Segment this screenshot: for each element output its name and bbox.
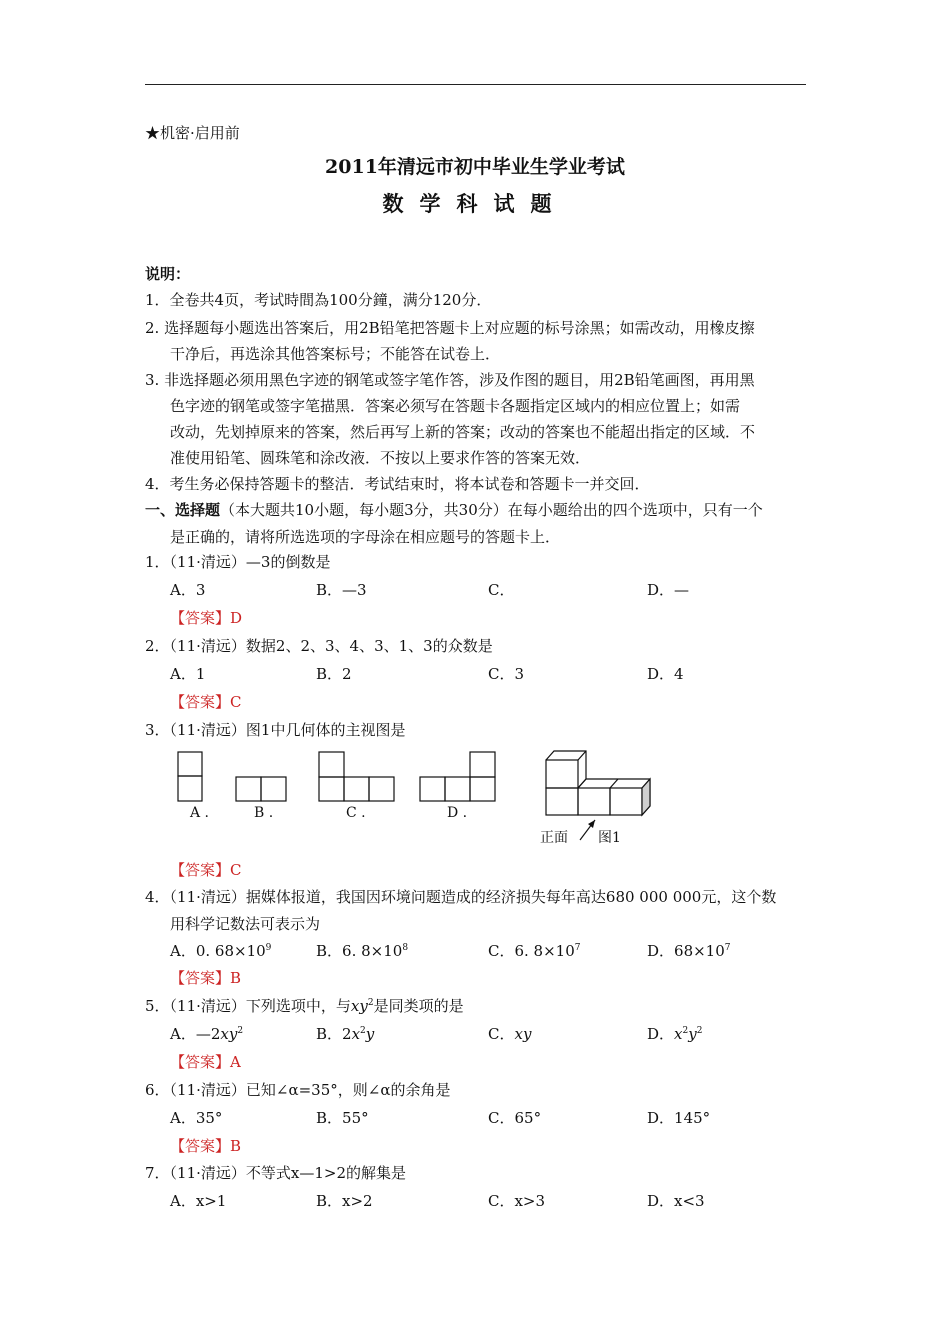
- q3-figure-label: 图1: [598, 830, 621, 846]
- q1-option-b: B．—3: [316, 581, 367, 599]
- q7-option-a: A．x>1: [170, 1192, 227, 1210]
- q3-figure-a: [178, 752, 202, 801]
- instruction-1: 1．全卷共4页，考试時間為100分鐘，满分120分．: [145, 291, 492, 309]
- q3-option-a: A .: [190, 805, 210, 821]
- section1-line1: [145, 500, 763, 520]
- q2-answer: 【答案】C: [170, 693, 242, 711]
- q7-option-d: D．x<3: [647, 1192, 705, 1210]
- instruction-3-line1: 3. 非选择题必须用黑色字迹的钢笔或签字笔作答，涉及作图的题目，用2B铅笔画图，再用黑: [145, 371, 755, 389]
- section1-desc: （本大题共10小题，每小题3分，共30分）在每小题给出的四个选项中，只有一个: [220, 501, 763, 519]
- q5-answer: 【答案】A: [170, 1053, 241, 1071]
- q6-stem: 6．（11·清远）已知∠α=35°，则∠α的余角是: [145, 1081, 451, 1099]
- exam-title: 2011年清远市初中毕业生学业考试: [325, 156, 625, 178]
- q2-option-a: A．1: [170, 665, 206, 683]
- q5-option-a: A．$—2xy^2$: [170, 1025, 244, 1043]
- q4-option-b: B．6. $8\times 10^8$: [316, 942, 409, 960]
- top-rule: [145, 84, 806, 85]
- q6-option-d: D．145°: [647, 1109, 711, 1127]
- q1-option-c: C．: [488, 581, 515, 599]
- q1-answer: 【答案】D: [170, 609, 243, 627]
- instruction-3-line2: 色字迹的钢笔或签字笔描黑．答案必须写在答题卡各题指定区域内的相应位置上；如需: [170, 397, 741, 415]
- q3-front-label: 正面: [540, 830, 568, 846]
- q7-stem: 7．（11·清远）不等式x—1>2的解集是: [145, 1164, 407, 1182]
- q2-option-c: C．3: [488, 665, 525, 683]
- q4-option-c: C．6. $8\times 10^7$: [488, 942, 581, 960]
- q3-figures: [170, 746, 670, 856]
- section1-line2: 是正确的，请将所选选项的字母涂在相应题号的答题卡上．: [170, 528, 561, 546]
- section1-label: 一、选择题: [145, 501, 221, 519]
- instruction-3-line4: 准使用铅笔、圆珠笔和涂改液．不按以上要求作答的答案无效．: [170, 449, 591, 467]
- q4-answer: 【答案】B: [170, 969, 242, 987]
- q6-option-a: A．35°: [170, 1109, 223, 1127]
- exam-subtitle: 数学科试题: [382, 191, 568, 216]
- q2-option-d: D．4: [647, 665, 684, 683]
- q7-option-c: C．x>3: [488, 1192, 546, 1210]
- instruction-4: 4．考生务必保持答题卡的整洁．考试结束时，将本试卷和答题卡一并交回．: [145, 475, 650, 493]
- q3-figure-c: [319, 752, 394, 801]
- q1-option-d: D．—: [647, 581, 690, 599]
- q2-option-b: B．2: [316, 665, 352, 683]
- q3-figure-b: [236, 777, 286, 801]
- q3-answer: 【答案】C: [170, 861, 242, 879]
- q3-arrow-head: [588, 820, 595, 828]
- q2-stem: 2．（11·清远）数据2、2、3、4、3、1、3的众数是: [145, 637, 493, 655]
- q5-stem: 5．（11·清远）下列选项中，与$xy^2$是同类项的是: [145, 997, 464, 1015]
- instruction-2-line1: 2. 选择题每小题选出答案后，用2B铅笔把答题卡上对应题的标号涂黑；如需改动，用橡皮擦: [145, 319, 755, 337]
- q4-stem-line2: 用科学记数法可表示为: [170, 915, 321, 933]
- q1-option-a: A．3: [170, 581, 206, 599]
- q6-answer: 【答案】B: [170, 1137, 242, 1155]
- q3-figure-d: [420, 752, 495, 801]
- q1-stem: 1．（11·清远）—3的倒数是: [145, 553, 331, 571]
- secret-mark: ★机密·启用前: [145, 124, 240, 142]
- q3-figure-1-solid: [546, 751, 650, 815]
- q5-option-d: D．$x^2y^2$: [647, 1025, 703, 1043]
- q5-option-c: C．xy: [488, 1025, 532, 1043]
- q3-option-c: C .: [346, 805, 366, 821]
- instructions-heading: 说明：: [145, 265, 191, 283]
- q4-stem-line1: 4．（11·清远）据媒体报道，我国因环境问题造成的经济损失每年高达680 000 000元，这个数: [145, 888, 777, 906]
- instruction-3-line3: 改动，先划掉原来的答案，然后再写上新的答案；改动的答案也不能超出指定的区域．不: [170, 423, 756, 441]
- q3-figure-1-shade: [642, 779, 650, 815]
- q5-option-b: B．$2x^2y$: [316, 1025, 375, 1043]
- q6-option-c: C．65°: [488, 1109, 542, 1127]
- q4-option-d: D．$68\times 10^7$: [647, 942, 731, 960]
- q7-option-b: B．x>2: [316, 1192, 373, 1210]
- q3-option-b: B .: [254, 805, 274, 821]
- q3-stem: 3．（11·清远）图1中几何体的主视图是: [145, 721, 406, 739]
- q3-option-d: D .: [447, 805, 468, 821]
- q4-option-a: A．0. $68\times 10^9$: [170, 942, 272, 960]
- instruction-2-line2: 干净后，再选涂其他答案标号；不能答在试卷上．: [170, 345, 501, 363]
- q6-option-b: B．55°: [316, 1109, 369, 1127]
